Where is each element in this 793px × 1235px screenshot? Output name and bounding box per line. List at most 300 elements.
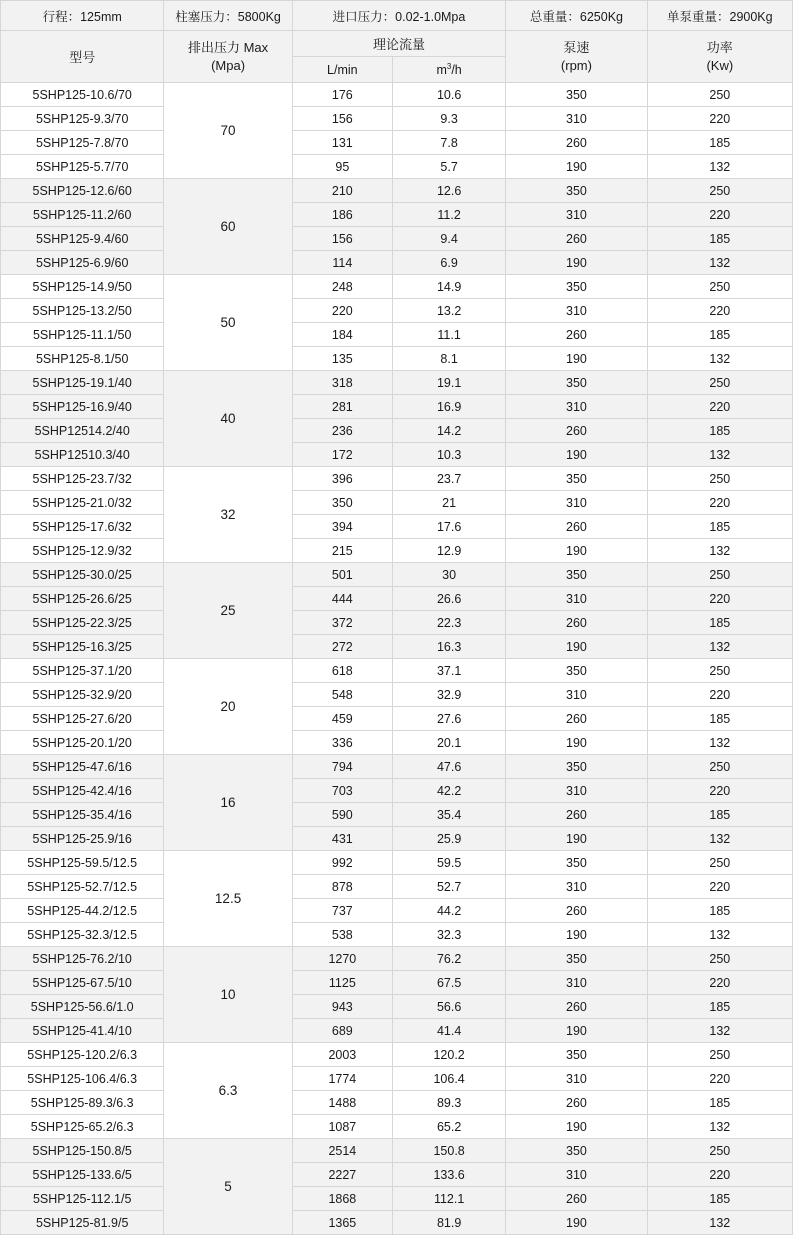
cell-flow-m3h: 12.6 — [392, 179, 505, 203]
table-row — [1, 107, 793, 131]
flow-unit-suffix: /h — [451, 63, 462, 78]
cell-flow-m3h: 9.3 — [392, 107, 505, 131]
cell-power: 250 — [647, 1139, 792, 1163]
cell-flow-m3h: 27.6 — [392, 707, 505, 731]
cell-model: 5SHP125-13.2/50 — [1, 299, 164, 323]
table-row — [1, 803, 793, 827]
spec-inlet-pressure-label: 进口压力： — [332, 9, 396, 24]
cell-model: 5SHP125-67.5/10 — [1, 971, 164, 995]
spec-single-pump-weight-label: 单泵重量： — [666, 9, 730, 24]
cell-power: 132 — [647, 443, 792, 467]
cell-power: 220 — [647, 203, 792, 227]
cell-pump-speed: 260 — [506, 131, 647, 155]
table-row — [1, 299, 793, 323]
cell-power: 132 — [647, 635, 792, 659]
cell-flow-m3h: 32.9 — [392, 683, 505, 707]
cell-flow-m3h: 14.9 — [392, 275, 505, 299]
cell-flow-lmin: 992 — [292, 851, 392, 875]
cell-model: 5SHP125-14.9/50 — [1, 275, 164, 299]
cell-model: 5SHP125-9.3/70 — [1, 107, 164, 131]
cell-pump-speed: 310 — [506, 203, 647, 227]
cell-flow-lmin: 548 — [292, 683, 392, 707]
cell-discharge-pressure: 12.5 — [164, 851, 292, 947]
cell-pump-speed: 310 — [506, 779, 647, 803]
table-row — [1, 995, 793, 1019]
table-row — [1, 275, 793, 299]
cell-flow-m3h: 5.7 — [392, 155, 505, 179]
table-row — [1, 539, 793, 563]
cell-power: 220 — [647, 587, 792, 611]
cell-pump-speed: 190 — [506, 731, 647, 755]
cell-discharge-pressure: 20 — [164, 659, 292, 755]
cell-power: 185 — [647, 1187, 792, 1211]
cell-model: 5SHP125-42.4/16 — [1, 779, 164, 803]
cell-flow-m3h: 22.3 — [392, 611, 505, 635]
cell-power: 132 — [647, 1211, 792, 1235]
table-row — [1, 851, 793, 875]
cell-pump-speed: 310 — [506, 875, 647, 899]
table-row — [1, 779, 793, 803]
cell-model: 5SHP125-11.2/60 — [1, 203, 164, 227]
column-header-theoretical-flow: 理论流量 — [292, 31, 506, 57]
cell-pump-speed: 260 — [506, 1187, 647, 1211]
cell-model: 5SHP125-30.0/25 — [1, 563, 164, 587]
column-header-power-line1: 功率 — [706, 39, 733, 55]
cell-pump-speed: 350 — [506, 659, 647, 683]
cell-power: 220 — [647, 779, 792, 803]
cell-model: 5SHP125-41.4/10 — [1, 1019, 164, 1043]
cell-flow-m3h: 133.6 — [392, 1163, 505, 1187]
spec-inlet-pressure-value: 0.02-1.0Mpa — [395, 9, 466, 24]
cell-power: 185 — [647, 899, 792, 923]
cell-power: 220 — [647, 395, 792, 419]
cell-pump-speed: 310 — [506, 299, 647, 323]
cell-pump-speed: 190 — [506, 635, 647, 659]
table-row — [1, 971, 793, 995]
table-row — [1, 467, 793, 491]
cell-power: 132 — [647, 827, 792, 851]
spec-inlet-pressure — [292, 1, 506, 31]
cell-flow-m3h: 112.1 — [392, 1187, 505, 1211]
cell-power: 185 — [647, 419, 792, 443]
cell-flow-lmin: 396 — [292, 467, 392, 491]
cell-power: 220 — [647, 491, 792, 515]
cell-flow-m3h: 11.2 — [392, 203, 505, 227]
cell-flow-m3h: 120.2 — [392, 1043, 505, 1067]
cell-power: 185 — [647, 995, 792, 1019]
cell-pump-speed: 310 — [506, 107, 647, 131]
cell-power: 250 — [647, 563, 792, 587]
column-header-discharge-pressure — [164, 31, 292, 83]
cell-flow-lmin: 272 — [292, 635, 392, 659]
cell-discharge-pressure: 10 — [164, 947, 292, 1043]
cell-pump-speed: 350 — [506, 1139, 647, 1163]
cell-pump-speed: 260 — [506, 515, 647, 539]
cell-flow-lmin: 1488 — [292, 1091, 392, 1115]
cell-flow-m3h: 47.6 — [392, 755, 505, 779]
spec-total-weight-label: 总重量： — [529, 9, 580, 24]
cell-model: 5SHP125-106.4/6.3 — [1, 1067, 164, 1091]
cell-model: 5SHP125-47.6/16 — [1, 755, 164, 779]
cell-flow-m3h: 42.2 — [392, 779, 505, 803]
cell-pump-speed: 350 — [506, 851, 647, 875]
table-row — [1, 947, 793, 971]
cell-pump-speed: 310 — [506, 683, 647, 707]
cell-flow-lmin: 210 — [292, 179, 392, 203]
cell-flow-lmin: 444 — [292, 587, 392, 611]
cell-pump-speed: 260 — [506, 323, 647, 347]
table-row — [1, 419, 793, 443]
table-row — [1, 515, 793, 539]
cell-pump-speed: 260 — [506, 803, 647, 827]
cell-power: 220 — [647, 683, 792, 707]
cell-flow-lmin: 186 — [292, 203, 392, 227]
cell-model: 5SHP125-23.7/32 — [1, 467, 164, 491]
cell-model: 5SHP125-25.9/16 — [1, 827, 164, 851]
cell-pump-speed: 190 — [506, 1115, 647, 1139]
column-header-discharge-pressure-line1: 排出压力 Max — [187, 39, 269, 55]
cell-model: 5SHP125-32.9/20 — [1, 683, 164, 707]
cell-power: 132 — [647, 731, 792, 755]
table-body — [1, 83, 793, 1235]
cell-flow-m3h: 41.4 — [392, 1019, 505, 1043]
cell-flow-m3h: 59.5 — [392, 851, 505, 875]
cell-model: 5SHP125-120.2/6.3 — [1, 1043, 164, 1067]
cell-pump-speed: 260 — [506, 995, 647, 1019]
cell-power: 220 — [647, 875, 792, 899]
cell-pump-speed: 190 — [506, 155, 647, 179]
cell-flow-lmin: 1125 — [292, 971, 392, 995]
cell-model: 5SHP125-35.4/16 — [1, 803, 164, 827]
cell-model: 5SHP125-8.1/50 — [1, 347, 164, 371]
cell-model: 5SHP125-52.7/12.5 — [1, 875, 164, 899]
cell-power: 132 — [647, 923, 792, 947]
cell-pump-speed: 260 — [506, 899, 647, 923]
cell-flow-m3h: 7.8 — [392, 131, 505, 155]
table-row — [1, 563, 793, 587]
cell-flow-lmin: 318 — [292, 371, 392, 395]
cell-pump-speed: 310 — [506, 395, 647, 419]
table-row — [1, 1187, 793, 1211]
cell-power: 132 — [647, 155, 792, 179]
cell-flow-lmin: 703 — [292, 779, 392, 803]
table-row — [1, 371, 793, 395]
cell-model: 5SHP125-16.9/40 — [1, 395, 164, 419]
cell-flow-lmin: 501 — [292, 563, 392, 587]
cell-model: 5SHP125-32.3/12.5 — [1, 923, 164, 947]
cell-power: 250 — [647, 179, 792, 203]
table-row — [1, 1067, 793, 1091]
table-row — [1, 755, 793, 779]
cell-discharge-pressure: 50 — [164, 275, 292, 371]
cell-model: 5SHP125-19.1/40 — [1, 371, 164, 395]
cell-pump-speed: 310 — [506, 1067, 647, 1091]
cell-pump-speed: 350 — [506, 83, 647, 107]
table-row — [1, 707, 793, 731]
table-row — [1, 203, 793, 227]
cell-power: 220 — [647, 107, 792, 131]
cell-model: 5SHP125-22.3/25 — [1, 611, 164, 635]
cell-power: 250 — [647, 1043, 792, 1067]
cell-power: 132 — [647, 347, 792, 371]
cell-flow-m3h: 17.6 — [392, 515, 505, 539]
cell-pump-speed: 190 — [506, 923, 647, 947]
table-row — [1, 131, 793, 155]
cell-flow-m3h: 23.7 — [392, 467, 505, 491]
cell-discharge-pressure: 25 — [164, 563, 292, 659]
cell-pump-speed: 350 — [506, 179, 647, 203]
cell-pump-speed: 350 — [506, 467, 647, 491]
table-row — [1, 227, 793, 251]
cell-flow-m3h: 14.2 — [392, 419, 505, 443]
cell-discharge-pressure: 16 — [164, 755, 292, 851]
column-header-pump-speed — [506, 31, 647, 83]
cell-power: 250 — [647, 851, 792, 875]
cell-model: 5SHP125-5.7/70 — [1, 155, 164, 179]
cell-flow-lmin: 878 — [292, 875, 392, 899]
cell-flow-lmin: 1087 — [292, 1115, 392, 1139]
spec-stroke-value: 125mm — [80, 9, 122, 24]
cell-power: 185 — [647, 1091, 792, 1115]
cell-power: 185 — [647, 515, 792, 539]
cell-pump-speed: 260 — [506, 1091, 647, 1115]
cell-power: 185 — [647, 707, 792, 731]
table-row — [1, 827, 793, 851]
cell-flow-lmin: 1365 — [292, 1211, 392, 1235]
cell-flow-m3h: 81.9 — [392, 1211, 505, 1235]
cell-flow-lmin: 372 — [292, 611, 392, 635]
cell-model: 5SHP125-56.6/1.0 — [1, 995, 164, 1019]
table-row — [1, 1211, 793, 1235]
cell-flow-lmin: 220 — [292, 299, 392, 323]
flow-unit-sup: 3 — [446, 61, 452, 71]
column-header-discharge-pressure-line2: (Mpa) — [211, 57, 246, 73]
cell-flow-m3h: 89.3 — [392, 1091, 505, 1115]
cell-model: 5SHP125-21.0/32 — [1, 491, 164, 515]
cell-flow-m3h: 16.9 — [392, 395, 505, 419]
cell-pump-speed: 190 — [506, 539, 647, 563]
cell-flow-m3h: 10.3 — [392, 443, 505, 467]
cell-power: 220 — [647, 971, 792, 995]
cell-flow-lmin: 131 — [292, 131, 392, 155]
table-row — [1, 659, 793, 683]
cell-model: 5SHP125-17.6/32 — [1, 515, 164, 539]
cell-model: 5SHP125-133.6/5 — [1, 1163, 164, 1187]
cell-flow-lmin: 590 — [292, 803, 392, 827]
cell-pump-speed: 310 — [506, 971, 647, 995]
column-header-model: 型号 — [1, 31, 164, 83]
cell-flow-lmin: 2514 — [292, 1139, 392, 1163]
cell-flow-lmin: 737 — [292, 899, 392, 923]
cell-flow-m3h: 9.4 — [392, 227, 505, 251]
cell-pump-speed: 350 — [506, 947, 647, 971]
cell-flow-lmin: 176 — [292, 83, 392, 107]
cell-power: 250 — [647, 947, 792, 971]
cell-flow-lmin: 618 — [292, 659, 392, 683]
cell-flow-m3h: 52.7 — [392, 875, 505, 899]
table-row — [1, 875, 793, 899]
cell-power: 250 — [647, 83, 792, 107]
cell-pump-speed: 190 — [506, 251, 647, 275]
table-row — [1, 611, 793, 635]
cell-flow-m3h: 8.1 — [392, 347, 505, 371]
table-row — [1, 1163, 793, 1187]
cell-discharge-pressure: 60 — [164, 179, 292, 275]
column-header-pump-speed-line1: 泵速 — [563, 39, 590, 55]
cell-power: 250 — [647, 755, 792, 779]
cell-flow-lmin: 236 — [292, 419, 392, 443]
cell-flow-m3h: 67.5 — [392, 971, 505, 995]
cell-power: 250 — [647, 371, 792, 395]
cell-flow-lmin: 943 — [292, 995, 392, 1019]
cell-model: 5SHP125-76.2/10 — [1, 947, 164, 971]
cell-model: 5SHP125-6.9/60 — [1, 251, 164, 275]
cell-discharge-pressure: 40 — [164, 371, 292, 467]
table-row — [1, 899, 793, 923]
cell-pump-speed: 190 — [506, 827, 647, 851]
cell-flow-lmin: 172 — [292, 443, 392, 467]
cell-power: 185 — [647, 227, 792, 251]
cell-flow-lmin: 689 — [292, 1019, 392, 1043]
cell-flow-lmin: 350 — [292, 491, 392, 515]
cell-flow-m3h: 35.4 — [392, 803, 505, 827]
column-header-flow-m3h — [392, 57, 505, 83]
cell-flow-m3h: 16.3 — [392, 635, 505, 659]
cell-pump-speed: 310 — [506, 1163, 647, 1187]
cell-flow-lmin: 2227 — [292, 1163, 392, 1187]
cell-pump-speed: 350 — [506, 371, 647, 395]
cell-power: 220 — [647, 1067, 792, 1091]
cell-flow-lmin: 459 — [292, 707, 392, 731]
cell-power: 132 — [647, 539, 792, 563]
cell-power: 132 — [647, 1019, 792, 1043]
cell-pump-speed: 190 — [506, 1211, 647, 1235]
cell-flow-lmin: 114 — [292, 251, 392, 275]
cell-model: 5SHP125-16.3/25 — [1, 635, 164, 659]
cell-model: 5SHP125-27.6/20 — [1, 707, 164, 731]
table-row — [1, 1115, 793, 1139]
cell-model: 5SHP125-10.6/70 — [1, 83, 164, 107]
cell-model: 5SHP125-7.8/70 — [1, 131, 164, 155]
cell-flow-lmin: 1868 — [292, 1187, 392, 1211]
cell-flow-lmin: 2003 — [292, 1043, 392, 1067]
cell-pump-speed: 350 — [506, 563, 647, 587]
cell-model: 5SHP125-12.6/60 — [1, 179, 164, 203]
cell-pump-speed: 260 — [506, 707, 647, 731]
spec-stroke-label: 行程： — [42, 9, 81, 24]
cell-power: 185 — [647, 803, 792, 827]
spec-plunger-pressure-label: 柱塞压力： — [175, 9, 238, 24]
spec-strip-row — [1, 1, 793, 31]
table-row — [1, 323, 793, 347]
cell-flow-lmin: 215 — [292, 539, 392, 563]
cell-flow-lmin: 1270 — [292, 947, 392, 971]
cell-discharge-pressure: 6.3 — [164, 1043, 292, 1139]
cell-flow-lmin: 156 — [292, 107, 392, 131]
cell-model: 5SHP125-150.8/5 — [1, 1139, 164, 1163]
cell-model: 5SHP12510.3/40 — [1, 443, 164, 467]
table-row — [1, 635, 793, 659]
cell-power: 250 — [647, 275, 792, 299]
cell-model: 5SHP125-12.9/32 — [1, 539, 164, 563]
cell-flow-m3h: 65.2 — [392, 1115, 505, 1139]
table-row — [1, 923, 793, 947]
cell-model: 5SHP125-9.4/60 — [1, 227, 164, 251]
cell-flow-m3h: 25.9 — [392, 827, 505, 851]
cell-flow-m3h: 20.1 — [392, 731, 505, 755]
table-row — [1, 395, 793, 419]
cell-flow-m3h: 37.1 — [392, 659, 505, 683]
table-row — [1, 347, 793, 371]
cell-flow-m3h: 32.3 — [392, 923, 505, 947]
table-row — [1, 83, 793, 107]
spec-single-pump-weight — [647, 1, 792, 31]
spec-plunger-pressure-value: 5800Kg — [237, 9, 281, 24]
cell-flow-lmin: 1774 — [292, 1067, 392, 1091]
cell-model: 5SHP125-44.2/12.5 — [1, 899, 164, 923]
cell-model: 5SHP125-20.1/20 — [1, 731, 164, 755]
cell-pump-speed: 350 — [506, 275, 647, 299]
table-row — [1, 491, 793, 515]
table-row — [1, 683, 793, 707]
flow-unit-prefix: m — [436, 63, 447, 78]
cell-model: 5SHP125-89.3/6.3 — [1, 1091, 164, 1115]
cell-pump-speed: 350 — [506, 755, 647, 779]
cell-flow-m3h: 56.6 — [392, 995, 505, 1019]
cell-power: 220 — [647, 299, 792, 323]
cell-flow-lmin: 184 — [292, 323, 392, 347]
table-row — [1, 1043, 793, 1067]
cell-pump-speed: 190 — [506, 1019, 647, 1043]
column-header-power-line2: (Kw) — [706, 57, 734, 73]
cell-pump-speed: 190 — [506, 443, 647, 467]
cell-flow-lmin: 95 — [292, 155, 392, 179]
cell-flow-m3h: 19.1 — [392, 371, 505, 395]
cell-pump-speed: 350 — [506, 1043, 647, 1067]
cell-power: 220 — [647, 1163, 792, 1187]
cell-flow-lmin: 135 — [292, 347, 392, 371]
cell-pump-speed: 260 — [506, 419, 647, 443]
cell-pump-speed: 260 — [506, 611, 647, 635]
cell-flow-lmin: 156 — [292, 227, 392, 251]
table-row — [1, 251, 793, 275]
cell-power: 250 — [647, 467, 792, 491]
cell-model: 5SHP125-26.6/25 — [1, 587, 164, 611]
cell-flow-lmin: 336 — [292, 731, 392, 755]
cell-model: 5SHP125-37.1/20 — [1, 659, 164, 683]
table-header — [1, 1, 793, 83]
spec-total-weight — [506, 1, 647, 31]
cell-power: 132 — [647, 251, 792, 275]
cell-flow-lmin: 538 — [292, 923, 392, 947]
cell-discharge-pressure: 32 — [164, 467, 292, 563]
cell-flow-lmin: 248 — [292, 275, 392, 299]
cell-flow-lmin: 394 — [292, 515, 392, 539]
cell-flow-lmin: 794 — [292, 755, 392, 779]
cell-flow-m3h: 26.6 — [392, 587, 505, 611]
cell-pump-speed: 310 — [506, 491, 647, 515]
cell-discharge-pressure: 70 — [164, 83, 292, 179]
cell-model: 5SHP125-112.1/5 — [1, 1187, 164, 1211]
cell-power: 185 — [647, 611, 792, 635]
column-header-flow-lmin: L/min — [292, 57, 392, 83]
table-row — [1, 179, 793, 203]
cell-discharge-pressure: 5 — [164, 1139, 292, 1235]
cell-model: 5SHP12514.2/40 — [1, 419, 164, 443]
table-row — [1, 155, 793, 179]
cell-pump-speed: 190 — [506, 347, 647, 371]
spec-single-pump-weight-value: 2900Kg — [729, 9, 773, 24]
